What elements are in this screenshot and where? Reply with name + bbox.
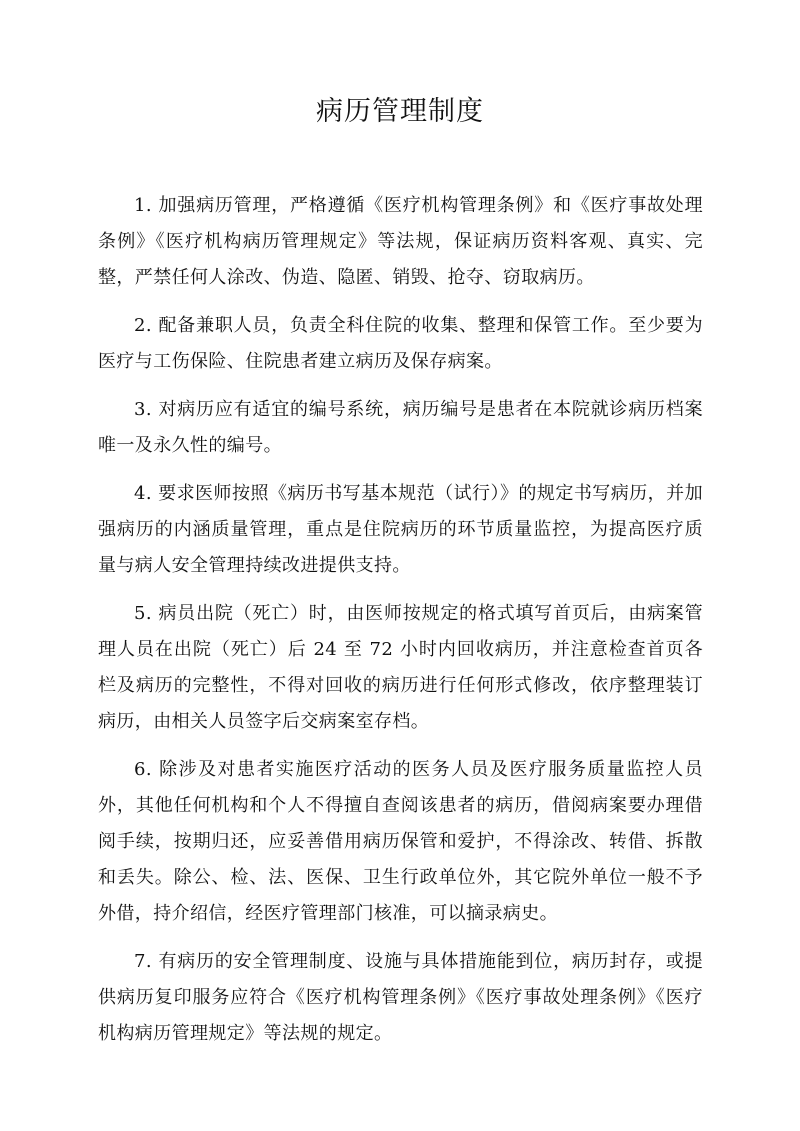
paragraph-1: 1. 加强病历管理，严格遵循《医疗机构管理条例》和《医疗事故处理条例》《医疗机构病历管理规定》等法规，保证病历资料客观、真实、完整，严禁任何人涂改、伪造、隐匿、销毁、抢夺、窃取病历。 — [98, 195, 703, 288]
paragraph-6: 6. 除涉及对患者实施医疗活动的医务人员及医疗服务质量监控人员外，其他任何机构和个人不得擅自查阅该患者的病历，借阅病案要办理借阅手续，按期归还，应妥善借用病历保管和爱护，不得涂改、转借、拆散和丢失。除公、检、法、医保、卫生行政单位外，其它院外单位一般不予外借，持介绍信，经医疗管理部门核准，可以摘录病史。 — [98, 759, 703, 924]
document-body — [98, 188, 703, 1064]
document-title: 病历管理制度 — [316, 96, 484, 127]
paragraph-3: 3. 对病历应有适宜的编号系统，病历编号是患者在本院就诊病历档案唯一及永久性的编号。 — [98, 399, 703, 456]
paragraph-7: 7. 有病历的安全管理制度、设施与具体措施能到位，病历封存，或提供病历复印服务应符合《医疗机构管理条例》《医疗事故处理条例》《医疗机构病历管理规定》等法规的规定。 — [98, 951, 703, 1044]
paragraph-5: 5. 病员出院（死亡）时，由医师按规定的格式填写首页后，由病案管理人员在出院（死亡）后 24 至 72 小时内回收病历，并注意检查首页各栏及病历的完整性，不得对回收的病历进行任何形式修改，依序整理装订病历，由相关人员签字后交病案室存档。 — [98, 603, 703, 732]
paragraph-4: 4. 要求医师按照《病历书写基本规范（试行）》的规定书写病历，并加强病历的内涵质量管理，重点是住院病历的环节质量监控，为提高医疗质量与病人安全管理持续改进提供支持。 — [98, 483, 703, 576]
paragraph-2: 2. 配备兼职人员，负责全科住院的收集、整理和保管工作。至少要为医疗与工伤保险、住院患者建立病历及保存病案。 — [98, 315, 703, 372]
